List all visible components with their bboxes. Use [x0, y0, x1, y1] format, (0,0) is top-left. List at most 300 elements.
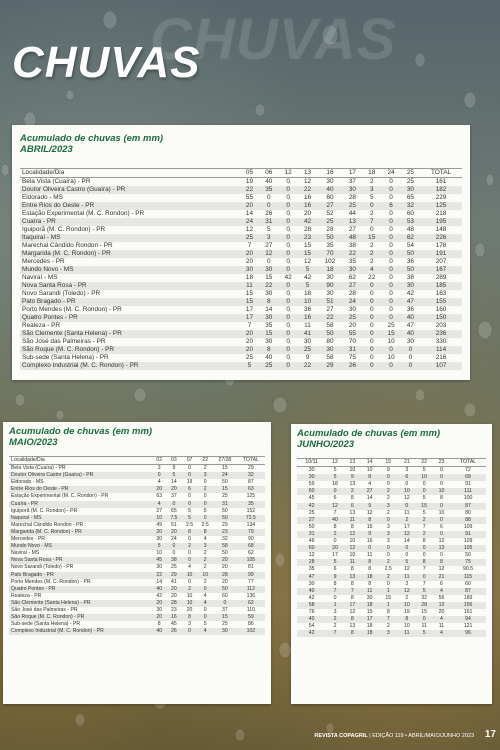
- table-cell: 6: [440, 580, 443, 587]
- abril-header-row: [20, 169, 462, 178]
- table-cell: 15: [366, 523, 373, 530]
- table-cell: 0: [286, 226, 290, 233]
- maio-header-cell: 02: [152, 457, 166, 465]
- table-row: [9, 493, 265, 500]
- table-cell: 0: [333, 538, 337, 545]
- table-cell: 8: [350, 580, 354, 587]
- table-cell: 50: [326, 330, 334, 337]
- table-cell: 0: [369, 298, 374, 305]
- table-cell: 0: [203, 493, 207, 500]
- table-cell: 59: [308, 481, 315, 488]
- table-cell: 203: [435, 322, 447, 329]
- table-cell: 0: [386, 474, 390, 481]
- table-row: [297, 574, 486, 581]
- table-cell: 0: [440, 467, 443, 474]
- table-cell: 0: [405, 552, 409, 559]
- table-cell: 4: [188, 564, 191, 571]
- junho-header-cell: 14: [361, 459, 378, 467]
- table-cell: 8: [333, 523, 337, 530]
- table-cell: 30: [245, 266, 254, 273]
- table-cell: 13: [438, 545, 445, 552]
- table-cell: 0: [188, 628, 191, 635]
- table-cell: 15: [265, 330, 273, 337]
- table-cell: 8: [422, 538, 426, 545]
- table-cell: 55: [348, 330, 356, 337]
- table-cell: 30: [265, 266, 273, 273]
- table-cell: 37: [348, 178, 356, 185]
- table-cell: 10: [421, 474, 428, 481]
- table-cell: 7: [333, 587, 337, 594]
- table-cell: 37: [171, 493, 177, 500]
- table-cell: 31: [308, 530, 315, 537]
- table-cell: 10: [186, 592, 193, 599]
- table-cell: 38: [406, 274, 414, 281]
- junho-header-cell: 21: [398, 459, 415, 467]
- table-cell: 0: [203, 585, 207, 592]
- table-cell: 161: [463, 608, 473, 615]
- table-cell: 29: [248, 465, 254, 472]
- table-cell: 0: [386, 481, 390, 488]
- table-cell: 28: [326, 226, 334, 233]
- table-cell: 20: [245, 330, 254, 337]
- table-cell: 0: [369, 306, 374, 313]
- table-cell: 29: [222, 521, 228, 528]
- table-cell: 42: [308, 630, 315, 637]
- table-cell: 15: [421, 608, 428, 615]
- table-cell: 20: [171, 486, 177, 493]
- table-cell: 0: [369, 226, 374, 233]
- table-cell: 125: [246, 493, 256, 500]
- table-cell: 2: [369, 250, 374, 257]
- table-cell: 48: [406, 226, 414, 233]
- table-cell: 2: [386, 559, 390, 566]
- table-row: [9, 479, 265, 486]
- table-row: [9, 486, 265, 493]
- table-cell: 25: [303, 346, 312, 353]
- table-cell: 50: [222, 514, 228, 521]
- table-cell: 8: [405, 616, 409, 623]
- table-cell: 17: [403, 523, 410, 530]
- table-cell: 70: [348, 338, 356, 345]
- table-cell: 3: [267, 234, 271, 241]
- table-cell: São José das Palmeiras - PR: [22, 338, 106, 345]
- table-cell: 182: [435, 186, 447, 193]
- table-cell: São Roque (M. C. Rondon) - PR: [11, 614, 85, 621]
- table-cell: 10: [438, 509, 445, 516]
- table-cell: 30: [366, 594, 373, 601]
- table-cell: 24: [171, 536, 177, 543]
- table-cell: 2: [405, 516, 409, 523]
- maio-header-cell: 27/28: [213, 457, 237, 465]
- table-cell: 8: [368, 474, 372, 481]
- table-cell: 50: [222, 479, 228, 486]
- table-cell: 0: [286, 354, 290, 361]
- table-cell: 2: [386, 573, 390, 580]
- table-cell: 7: [386, 616, 390, 623]
- table-cell: 8: [333, 580, 337, 587]
- table-cell: 2: [422, 516, 426, 523]
- table-cell: 22: [245, 186, 254, 193]
- table-cell: 20: [222, 564, 228, 571]
- table-cell: 31: [348, 346, 356, 353]
- table-cell: 58: [326, 354, 334, 361]
- table-cell: 3: [386, 630, 390, 637]
- table-cell: 65: [171, 507, 177, 514]
- table-cell: 0: [408, 362, 413, 369]
- table-cell: 12: [403, 587, 410, 594]
- table-cell: 51: [326, 298, 334, 305]
- table-cell: 26: [348, 362, 356, 369]
- table-cell: 30: [156, 564, 163, 571]
- table-cell: 0: [286, 218, 290, 225]
- table-cell: 2: [188, 543, 191, 550]
- table-cell: 2: [405, 594, 409, 601]
- table-cell: 15: [303, 242, 312, 249]
- table-cell: 30: [326, 290, 334, 297]
- table-cell: 72: [465, 467, 471, 474]
- table-cell: 36: [303, 306, 312, 313]
- table-cell: 9: [368, 502, 372, 509]
- table-cell: 10: [403, 623, 410, 630]
- table-cell: 136: [246, 592, 256, 599]
- table-cell: 26: [171, 628, 177, 635]
- table-cell: 63: [156, 493, 163, 500]
- table-cell: 87: [248, 479, 254, 486]
- table-cell: 16: [303, 314, 312, 321]
- table-cell: 27: [156, 507, 163, 514]
- table-cell: 0: [408, 354, 413, 361]
- table-cell: 19: [403, 608, 410, 615]
- table-cell: Mercedes - PR: [11, 536, 45, 543]
- table-cell: 11: [366, 587, 373, 594]
- table-cell: 2: [333, 623, 337, 630]
- table-cell: 5: [203, 621, 207, 628]
- table-cell: Sub-sede (Santa Helena) - PR: [11, 621, 81, 628]
- table-cell: 42: [406, 290, 414, 297]
- table-cell: 7: [422, 566, 426, 573]
- table-cell: 6: [350, 502, 354, 509]
- table-cell: 20: [245, 202, 254, 209]
- table-cell: 80: [326, 338, 334, 345]
- table-cell: Iguiporã (M. C. Rondon) - PR: [22, 226, 106, 233]
- abril-header-cell: 16: [317, 169, 343, 178]
- table-cell: 18: [332, 481, 338, 488]
- table-cell: 16: [171, 614, 177, 621]
- table-cell: 0: [203, 500, 207, 507]
- table-row: [20, 226, 462, 234]
- table-cell: Itaquiraí - MS: [22, 234, 61, 241]
- junho-heading: Acumulado de chuvas (em mm) JUNHO/2023: [297, 428, 441, 450]
- table-cell: 30: [348, 266, 356, 273]
- table-cell: Naviraí - MS: [22, 274, 58, 281]
- table-cell: 42: [284, 274, 292, 281]
- table-cell: 24: [245, 218, 254, 225]
- table-row: [297, 495, 486, 502]
- table-cell: 12: [303, 258, 312, 265]
- table-cell: 0: [203, 606, 207, 613]
- table-cell: 50: [326, 234, 334, 241]
- table-cell: 0: [440, 481, 443, 488]
- table-cell: 4: [157, 479, 161, 486]
- table-cell: 30: [406, 338, 414, 345]
- table-cell: 25: [348, 202, 356, 209]
- table-cell: 50: [222, 550, 228, 557]
- table-cell: 20: [156, 528, 163, 535]
- table-cell: São Roque (M. C. Rondon) - PR: [22, 346, 114, 353]
- table-cell: 15: [245, 298, 254, 305]
- table-cell: 30: [265, 314, 273, 321]
- table-cell: 30: [308, 580, 315, 587]
- table-cell: 0: [422, 481, 426, 488]
- table-cell: 2: [333, 616, 337, 623]
- abril-header-cell: 24: [381, 169, 400, 178]
- table-cell: 3: [386, 538, 390, 545]
- maio-header-cell: 22: [197, 457, 213, 465]
- table-row: [20, 338, 462, 346]
- table-cell: 4: [203, 536, 207, 543]
- table-cell: 30: [156, 606, 163, 613]
- table-cell: 42: [303, 218, 312, 225]
- table-cell: 5: [188, 514, 191, 521]
- table-cell: 2: [386, 623, 390, 630]
- table-cell: 4: [203, 592, 207, 599]
- table-cell: 42: [156, 592, 163, 599]
- table-cell: 20: [186, 606, 193, 613]
- table-cell: Naviraí - MS: [11, 550, 40, 557]
- table-row: [20, 306, 462, 314]
- ghost-title: CHUVAS: [150, 7, 397, 72]
- table-cell: 3: [405, 467, 409, 474]
- table-cell: 8: [440, 495, 443, 502]
- table-cell: 289: [435, 274, 447, 281]
- table-cell: 2: [369, 178, 374, 185]
- table-cell: 18: [245, 274, 254, 281]
- table-cell: 4: [440, 630, 443, 637]
- table-cell: 3: [405, 580, 409, 587]
- table-cell: 5: [422, 467, 426, 474]
- table-row: [9, 508, 265, 515]
- table-cell: 0: [369, 202, 374, 209]
- table-cell: 0: [267, 202, 271, 209]
- table-cell: 125: [435, 202, 447, 209]
- table-cell: 20: [222, 578, 228, 585]
- table-cell: 8: [350, 566, 354, 573]
- table-cell: 45: [171, 621, 177, 628]
- table-cell: 27: [348, 226, 356, 233]
- table-cell: 110: [246, 606, 255, 613]
- table-cell: 0: [440, 474, 443, 481]
- table-cell: 0: [188, 500, 191, 507]
- table-cell: 20: [156, 486, 163, 493]
- table-cell: 35: [308, 566, 315, 573]
- table-cell: 0: [440, 552, 443, 559]
- table-cell: 3: [386, 523, 390, 530]
- table-cell: 163: [435, 290, 447, 297]
- table-cell: 7: [350, 587, 354, 594]
- table-cell: 0: [286, 202, 290, 209]
- table-cell: 20: [245, 338, 254, 345]
- abril-header-cell: 25: [401, 169, 420, 178]
- table-cell: 0: [188, 472, 191, 479]
- table-cell: Pato Bragado - PR: [11, 571, 54, 578]
- table-cell: 17: [245, 306, 254, 313]
- table-cell: 60: [222, 592, 228, 599]
- table-cell: 30: [303, 338, 312, 345]
- table-cell: 20: [245, 258, 254, 265]
- table-cell: 14: [403, 538, 410, 545]
- table-cell: 25: [348, 314, 356, 321]
- table-cell: 15: [385, 594, 392, 601]
- table-cell: 32: [406, 202, 414, 209]
- table-row: [297, 588, 486, 595]
- table-cell: 8: [350, 630, 354, 637]
- table-cell: 121: [463, 623, 473, 630]
- table-cell: 0: [203, 614, 207, 621]
- table-cell: 3: [203, 543, 207, 550]
- table-cell: Complexo Industrial (M. C. Rondon) - PR: [22, 362, 139, 369]
- table-cell: 0: [368, 545, 372, 552]
- table-cell: 38: [171, 557, 177, 564]
- table-cell: 0: [203, 514, 207, 521]
- table-cell: 8: [440, 559, 443, 566]
- maio-table: [9, 456, 265, 635]
- table-cell: 50: [406, 266, 414, 273]
- table-cell: 4: [368, 481, 372, 488]
- table-row: [20, 282, 462, 290]
- table-cell: 20: [156, 599, 163, 606]
- table-cell: 0: [286, 298, 290, 305]
- table-cell: 195: [435, 218, 447, 225]
- table-cell: 25: [222, 621, 228, 628]
- table-cell: 3: [333, 608, 337, 615]
- table-cell: 0: [389, 210, 393, 217]
- table-cell: 42: [308, 594, 315, 601]
- table-cell: 0: [422, 616, 426, 623]
- table-cell: 0: [188, 578, 191, 585]
- table-cell: 0: [389, 266, 393, 273]
- table-cell: 96: [465, 630, 471, 637]
- table-cell: 0: [223, 599, 227, 606]
- table-cell: Realeza - PR: [22, 322, 61, 329]
- table-cell: 22: [303, 186, 312, 193]
- table-row: [297, 531, 486, 538]
- table-cell: 11: [366, 552, 373, 559]
- table-row: [20, 242, 462, 250]
- table-row: [20, 354, 462, 362]
- table-row: [20, 210, 462, 218]
- table-row: [20, 274, 462, 282]
- table-cell: 0: [389, 258, 393, 265]
- table-cell: 60: [465, 580, 471, 587]
- table-cell: 102: [324, 258, 336, 265]
- junho-header-cell: 13: [344, 459, 361, 467]
- table-cell: 20: [171, 528, 177, 535]
- table-cell: 59: [248, 614, 254, 621]
- table-cell: 63: [248, 486, 254, 493]
- table-cell: 10: [202, 571, 209, 578]
- table-cell: 0: [286, 346, 290, 353]
- table-cell: 30: [265, 290, 273, 297]
- table-cell: 90: [248, 536, 254, 543]
- table-cell: 10: [387, 354, 395, 361]
- table-cell: 30: [326, 178, 334, 185]
- table-cell: Nova Santa Rosa - PR: [11, 557, 63, 564]
- table-cell: 4: [440, 616, 443, 623]
- table-cell: 12: [265, 250, 273, 257]
- table-cell: 29: [326, 362, 334, 369]
- table-row: [20, 186, 462, 194]
- abril-header-cell: 12: [278, 169, 297, 178]
- table-cell: 229: [435, 194, 447, 201]
- table-cell: 2: [369, 210, 374, 217]
- table-cell: 30: [406, 186, 414, 193]
- table-cell: 10: [349, 552, 356, 559]
- table-cell: 0: [369, 282, 374, 289]
- table-cell: 77: [248, 578, 254, 585]
- table-cell: 25: [245, 354, 254, 361]
- table-cell: 52: [326, 210, 334, 217]
- table-cell: 28: [308, 559, 315, 566]
- table-cell: 2.5: [201, 521, 209, 528]
- table-cell: 10: [366, 467, 373, 474]
- table-cell: 10: [303, 298, 312, 305]
- table-cell: 4: [203, 628, 207, 635]
- table-cell: 76: [308, 608, 315, 615]
- table-cell: 9: [305, 354, 310, 361]
- table-cell: Bela Vista (Cuaíra) - PR: [11, 465, 66, 472]
- table-cell: 38: [348, 242, 356, 249]
- table-cell: 70: [326, 250, 334, 257]
- table-cell: Iguiporã (M. C. Rondon) - PR: [11, 507, 78, 514]
- table-cell: 21: [438, 573, 445, 580]
- table-cell: 11: [421, 623, 427, 630]
- table-cell: 14: [171, 479, 177, 486]
- table-cell: 0: [333, 594, 337, 601]
- table-row: [9, 529, 265, 536]
- table-cell: 20: [222, 557, 228, 564]
- table-cell: 5: [333, 474, 337, 481]
- table-cell: 27: [366, 488, 373, 495]
- table-cell: 15: [421, 502, 428, 509]
- table-cell: 0: [422, 552, 426, 559]
- abril-header-cell: 05: [240, 169, 259, 178]
- table-cell: 27: [308, 516, 315, 523]
- table-cell: 20: [438, 608, 445, 615]
- table-cell: 32: [248, 472, 254, 479]
- table-cell: 60: [308, 545, 315, 552]
- table-cell: 60: [308, 488, 315, 495]
- table-cell: 8: [368, 516, 372, 523]
- table-cell: 24: [222, 472, 228, 479]
- table-cell: 0: [286, 210, 290, 217]
- junho-header-row: [297, 459, 486, 467]
- table-cell: Eldorado - MS: [22, 194, 63, 201]
- table-cell: 7: [247, 242, 252, 249]
- table-row: [297, 467, 486, 475]
- table-cell: 8: [350, 616, 354, 623]
- table-cell: 22: [368, 274, 376, 281]
- table-cell: 31: [265, 218, 273, 225]
- table-cell: 51: [171, 521, 177, 528]
- table-cell: 10: [186, 599, 193, 606]
- table-cell: 0: [369, 290, 374, 297]
- table-cell: 40: [406, 330, 414, 337]
- table-cell: 15: [387, 330, 395, 337]
- table-cell: Complexo Industrial (M. C. Rondon) - PR: [11, 628, 104, 635]
- table-cell: Eldorado - MS: [11, 479, 44, 486]
- junho-header-cell: 22: [416, 459, 433, 467]
- table-cell: 25: [222, 493, 228, 500]
